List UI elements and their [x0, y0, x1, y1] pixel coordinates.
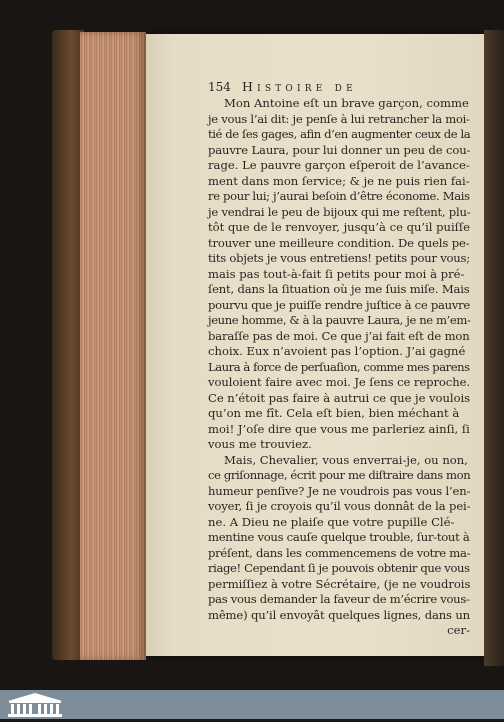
text-line: tié de ſes gages, afin d’en augmenter ceux de la	[208, 127, 471, 141]
text-line: je vous l’ai dit: je penſe à lui retrancher la moi-	[208, 111, 470, 126]
text-line: Laura à force de perſuaſion, comme mes parens	[208, 359, 470, 374]
text-line: mentine vous cauſe quelque trouble, ſur-tout à	[208, 530, 470, 544]
text-line: ment dans mon ſervice; & je ne puis rien fai-	[208, 173, 470, 188]
text-line: baraſſe pas de moi. Ce que j’ai fait eſt de mon	[208, 328, 470, 343]
text-line: Ce n’étoit pas faire à autrui ce que je voulois	[208, 390, 471, 405]
viewer-footer-bar	[0, 690, 504, 719]
text-line: pauvre Laura, pour lui donner un peu de cou-	[208, 142, 471, 157]
text-line: ne. A Dieu ne plaiſe que votre pupille Clé-	[208, 514, 455, 529]
text-line: Mon Antoine eſt un brave garçon, comme	[224, 96, 469, 110]
text-line: moi! J’oſe dire que vous me parleriez ainſi, ſi	[208, 421, 470, 436]
text-line: même) qu’il envoyât quelques lignes, dans un	[208, 607, 470, 622]
text-line: jeune homme, & à la pauvre Laura, je ne m’em-	[208, 313, 471, 327]
text-line: voyer, ſi je croyois qu’il vous donnât de la pei-	[208, 499, 471, 513]
text-line: vouloient faire avec moi. Je ſens ce reproche.	[208, 375, 470, 389]
text-line: rage. Le pauvre garçon eſperoit de l’avance-	[208, 158, 470, 172]
text-line: préſent, dans les commencemens de votre ma-	[208, 545, 471, 560]
text-line: permiſſiez à votre Sécrétaire, (je ne voudrois	[208, 576, 471, 591]
book-cover-right	[484, 30, 504, 666]
text-line: vous me trouviez.	[208, 437, 312, 451]
running-title: Histoire de	[242, 79, 357, 94]
text-line: trouver une meilleure condition. De quels pe-	[208, 235, 470, 250]
text-line: pas vous demander la faveur de m’écrire vous-	[208, 592, 470, 606]
text-line: pourvu que je puiſſe rendre juſtice à ce pauvre	[208, 297, 470, 312]
text-line: choix. Eux n’avoient pas l’option. J’ai gagné	[208, 344, 466, 358]
page-number: 154	[208, 80, 231, 94]
text-line: je vendrai le peu de bijoux qui me reſtent, plu-	[208, 204, 471, 219]
catchword: cer-	[447, 623, 470, 637]
text-line: qu’on me fît. Cela eſt bien, bien méchant à	[208, 406, 460, 420]
text-line: riage! Cependant ſi je pouvois obtenir que vous	[208, 561, 470, 575]
text-line: mais pas tout-à-fait ſi petits pour moi à pré-	[208, 266, 465, 281]
text-line: humeur penſive? Je ne voudrois pas vous l’en-	[208, 483, 471, 498]
text-line: tôt que de le renvoyer, jusqu’à ce qu’il puiſſe	[208, 220, 471, 234]
text-line: Mais, Chevalier, vous enverrai-je, ou non,	[224, 452, 468, 467]
text-line: tits objets je vous entretiens! petits pour vous;	[208, 251, 470, 265]
body-text	[208, 96, 470, 639]
text-line: re pour lui; j’aurai beſoin d’être économe. Mais	[208, 189, 470, 203]
text-line: ſent, dans la ſituation où je me ſuis miſe. Mais	[208, 282, 470, 296]
text-line: ce griſonnage, écrit pour me diſtraire dans mon	[208, 468, 471, 482]
page-header	[208, 80, 470, 96]
library-building-icon	[6, 692, 64, 718]
page-edges	[80, 32, 146, 660]
